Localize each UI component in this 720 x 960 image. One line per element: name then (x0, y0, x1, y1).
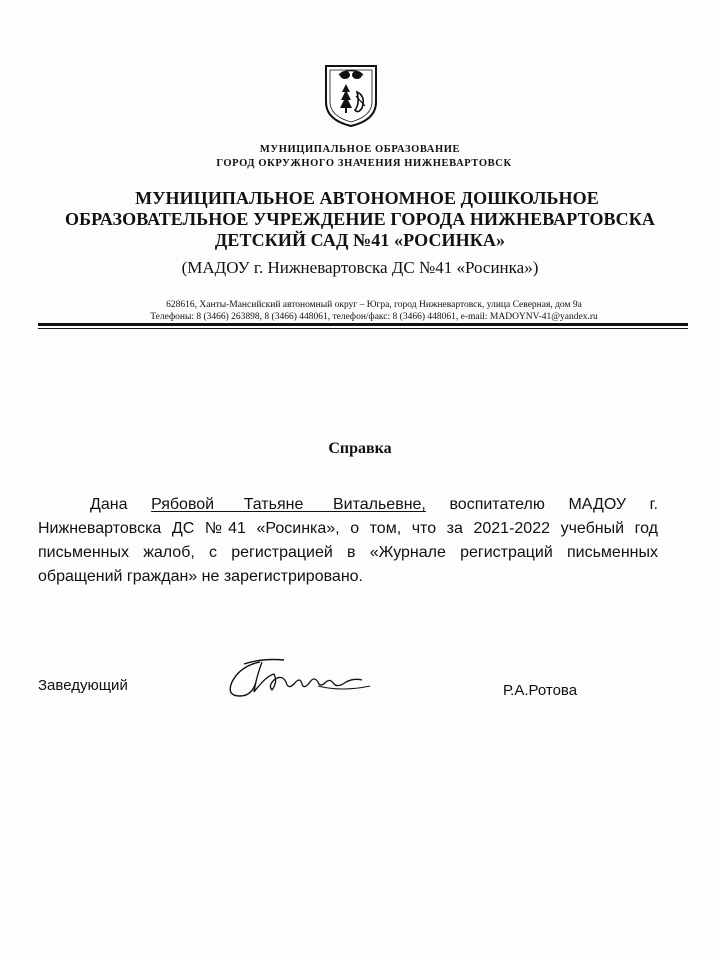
municipality-line-1: МУНИЦИПАЛЬНОЕ ОБРАЗОВАНИЕ (259, 144, 461, 155)
body-line-3: письменных жалоб, с регистрацией в «Журнале регистраций письменных (38, 544, 658, 561)
signer-position: Заведующий (38, 677, 128, 694)
org-name-line-1: МУНИЦИПАЛЬНОЕ АВТОНОМНОЕ ДОШКОЛЬНОЕ (135, 188, 599, 208)
body-intro: Дана (90, 496, 128, 513)
body-line-1-rest: воспитателю МАДОУ г. (449, 496, 659, 513)
municipality-line-2: ГОРОД ОКРУЖНОГО ЗНАЧЕНИЯ НИЖНЕВАРТОВСК (216, 158, 512, 169)
org-name-line-2: ОБРАЗОВАТЕЛЬНОЕ УЧРЕЖДЕНИЕ ГОРОДА НИЖНЕВАРТОВСКА (64, 209, 656, 229)
org-name-line-3: ДЕТСКИЙ САД №41 «РОСИНКА» (214, 230, 506, 250)
header-divider-thin (38, 328, 688, 329)
org-contacts (0, 299, 720, 323)
body-line-1 (38, 493, 658, 517)
org-phones-email: Телефоны: 8 (3466) 263898, 8 (3466) 448061, телефон/факс: 8 (3466) 448061, e-mail: MADOYNV-41@yandex.ru (150, 312, 598, 322)
body-line-4: обращений граждан» не зарегистрировано. (38, 568, 363, 585)
org-address: 628616, Ханты-Мансийский автономный округ – Югра, город Нижневартовск, улица Северная, дом 9а (166, 300, 582, 310)
municipality-header (0, 143, 720, 171)
body-line-2: Нижневартовска ДС №41 «Росинка», о том, что за 2021-2022 учебный год (38, 520, 658, 537)
handwritten-signature-icon (222, 652, 382, 712)
organization-name (0, 188, 720, 251)
org-short-name: (МАДОУ г. Нижневартовска ДС №41 «Росинка») (181, 258, 539, 277)
document-title: Справка (328, 440, 392, 457)
document-body (38, 493, 658, 589)
city-coat-of-arms-icon (320, 62, 382, 128)
recipient-name: Рябовой Татьяне Витальевне, (151, 496, 426, 513)
header-divider-thick (38, 323, 688, 326)
signer-name: Р.А.Ротова (503, 682, 578, 699)
